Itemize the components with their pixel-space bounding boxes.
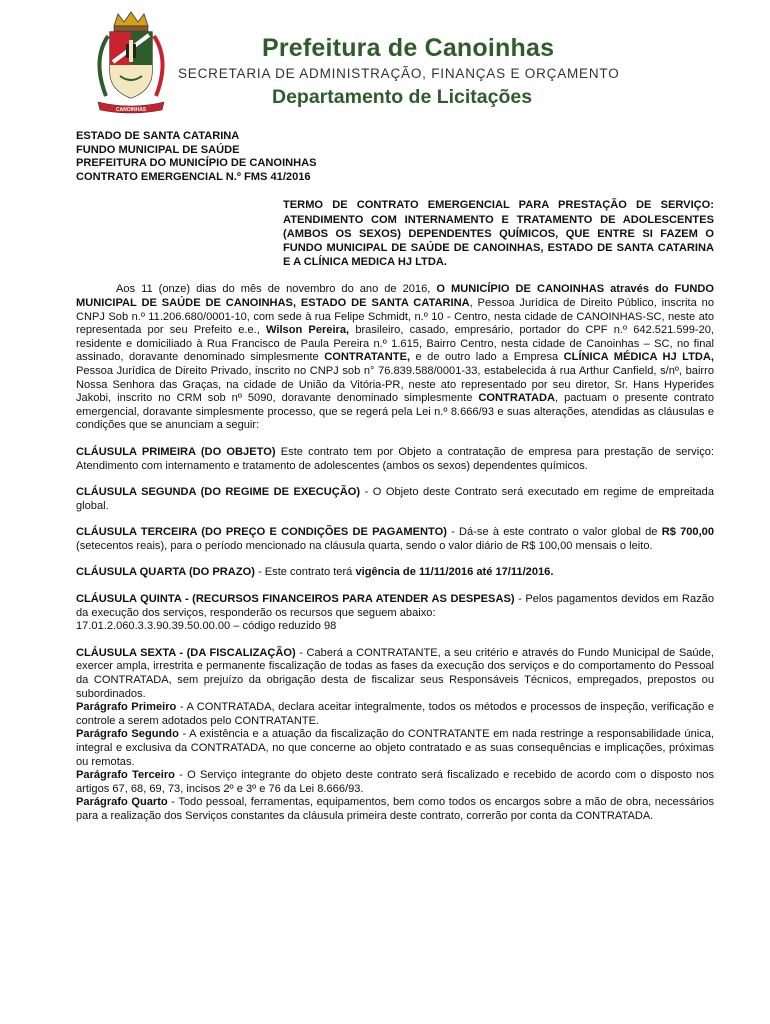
letterhead (0, 0, 770, 122)
doc-header-line: FUNDO MUNICIPAL DE SAÚDE (76, 143, 240, 156)
paragraph-text: - A CONTRATADA, declara aceitar integralmente, todos os métodos e processos de inspeção, verificação e controle a serem adotados pelo CONTRATANTE. (76, 701, 714, 727)
clause-text: Este contrato tem por Objeto a contratação de empresa para prestação de serviço: Atendimento com internamento e tratamento de adolescentes (ambos os sexos) dependentes químicos. (76, 445, 714, 472)
clause-sixth (76, 647, 714, 701)
doc-header-line: CONTRATO EMERGENCIAL N.º FMS 41/2016 (76, 170, 311, 183)
clause-third (76, 526, 714, 553)
clause-text: - O Objeto deste Contrato será executado em regime de empreitada global. (76, 486, 714, 512)
bold-run: O MUNICÍPIO DE CANOINHAS através do FUNDO MUNICIPAL DE SAÚDE DE CANOINHAS, ESTADO DE SANTA CATARINA (76, 283, 714, 309)
clause-first (76, 446, 714, 473)
clause-text: - Este contrato terá (254, 566, 356, 579)
clause-text: - Pelos pagamentos devidos em Razão da execução dos serviços, responderão os recursos que seguem abaixo: (76, 593, 714, 619)
paragraph-heading: Parágrafo Primeiro (76, 701, 177, 714)
bold-run: Wilson Pereira, (265, 324, 350, 337)
contract-term-title: TERMO DE CONTRATO EMERGENCIAL PARA PRESTAÇÃO DE SERVIÇO: ATENDIMENTO COM INTERNAMENTO E TRATAMENTO DE ADOLESCENTES (AMBOS OS SEXOS) DEPENDENTES QUÍMICOS, QUE ENTRE SI FAZEM O FUNDO MUNICIPAL DE SAÚDE DE CANOINHAS, ESTADO DE SANTA CATARINA E A CLÍNICA MEDICA HJ LTDA. (283, 199, 714, 269)
paragraph-heading: Parágrafo Terceiro (76, 769, 175, 782)
municipal-crest-icon (88, 10, 174, 118)
paragraph-second (76, 728, 714, 769)
paragraph-heading: Parágrafo Quarto (76, 796, 168, 809)
text-run: , pactuam o presente contrato emergencial, doravante simplesmente processo, que se regerá pela Lei n.º 8.666/93 e suas alterações, atendidas as cláusulas e condições que se anunciam a seguir: (76, 392, 714, 432)
paragraph-text: - A existência e a atuação da fiscalização do CONTRATANTE em nada restringe a responsabilidade única, integral e exclusiva da CONTRATADA, no que concerne ao objeto contratado e as suas consequências e implicações, próximas ou remotas. (76, 728, 714, 768)
text-run: Pessoa Jurídica de Direito Privado, inscrito no CNPJ sob n° 76.839.588/0001-33, estabelecida à rua Arthur Canfield, s/nº, bairro Nossa Senhora das Graças, na cidade de União da Vitória-PR, neste ato representado por seu diretor, Sr. Hans Hyperides Jakobi, inscrito no CRM sob nº 5090, doravante denominado simplesmente (76, 364, 714, 405)
crest-label: CANOINHAS (115, 107, 147, 113)
clause-fifth (76, 593, 714, 620)
doc-header-line: ESTADO DE SANTA CATARINA (76, 130, 240, 142)
clause-heading: CLÁUSULA PRIMEIRA (DO OBJETO) (76, 445, 276, 458)
intro-paragraph (76, 283, 714, 433)
clause-heading: CLÁUSULA SEXTA - (DA FISCALIZAÇÃO) (76, 646, 296, 659)
clause-text: - Caberá a CONTRATANTE, a seu critério e através do Fundo Municipal de Saúde, exercer ampla, irrestrita e permanente fiscalização de todas as fases da execução dos serviços e do comportamento do Pessoal da CONTRATADA, sem prejuízo da obrigação desta de fiscalizar seus Responsáveis Técnicos, empregados, prepostos ou subordinados. (76, 646, 715, 700)
department-subtitle: SECRETARIA DE ADMINISTRAÇÃO, FINANÇAS E ORÇAMENTO (178, 66, 620, 81)
paragraph-heading: Parágrafo Segundo (76, 728, 179, 741)
text-run: , Pessoa Jurídica de Direito Público, inscrita no CNPJ Sob n.º 11.206.680/0001-10, com sede à rua Felipe Schmidt, n.º 10 - Centro, nesta cidade de CANOINHAS-SC, neste ato representada por seu Prefeito e.e., (76, 296, 714, 337)
bold-run: CONTRATANTE, (324, 351, 411, 364)
clause-second (76, 486, 714, 513)
budget-code-line: 17.01.2.060.3.3.90.39.50.00.00 – código reduzido 98 (76, 620, 337, 633)
clause-fourth (76, 566, 714, 580)
doc-header-line: PREFEITURA DO MUNICÍPIO DE CANOINHAS (76, 157, 317, 170)
text-run: brasileiro, casado, empresário, portador do CPF n.º 642.521.599-20, residente e domiciliado à Rua Francisco de Paula Pereira n.º 1.615, Bairro Centro, nesta cidade de Canoinhas – SC, no final assinado, doravante denominado simplesmente (76, 324, 714, 364)
text-run: e de outro lado a Empresa (410, 351, 564, 364)
paragraph-text: - O Serviço integrante do objeto deste contrato será fiscalizado e recebido de acordo com o disposto nos artigos 67, 68, 69, 73, incisos 2º e 3º e 76 da Lei 8.666/93. (76, 769, 714, 795)
clause-text: - Dá-se à este contrato o valor global de (446, 526, 662, 539)
bold-run: CLÍNICA MÉDICA HJ LTDA, (563, 351, 715, 364)
clause-heading: CLÁUSULA QUARTA (DO PRAZO) (76, 566, 255, 579)
page-title: Prefeitura de Canoinhas (262, 34, 555, 62)
bold-run: CONTRATADA (478, 392, 556, 405)
clause-text: (setecentos reais), para o período mencionado na cláusula quarta, sendo o valor diário de R$ 100,00 mensais o leito. (76, 539, 653, 552)
paragraph-third (76, 769, 714, 796)
paragraph-first (76, 701, 714, 728)
clause-heading: CLÁUSULA TERCEIRA (DO PREÇO E CONDIÇÕES DE PAGAMENTO) (76, 526, 447, 539)
clause-heading: CLÁUSULA QUINTA - (RECURSOS FINANCEIROS PARA ATENDER AS DESPESAS) (76, 593, 515, 606)
contract-document (76, 130, 714, 824)
bold-run: vigência de 11/11/2016 até 17/11/2016. (355, 566, 554, 579)
department-name: Departamento de Licitações (272, 86, 533, 108)
text-run: Aos 11 (onze) dias do mês de novembro do ano de 2016, (116, 283, 437, 296)
paragraph-fourth (76, 796, 714, 823)
bold-run: R$ 700,00 (661, 526, 715, 539)
clause-heading: CLÁUSULA SEGUNDA (DO REGIME DE EXECUÇÃO) (76, 486, 361, 499)
paragraph-text: - Todo pessoal, ferramentas, equipamentos, bem como todos os encargos sobre a mão de obra, necessários para a realização dos Serviços constantes da cláusula primeira deste contrato, correrão por conta da CONTRATADA. (76, 796, 714, 822)
